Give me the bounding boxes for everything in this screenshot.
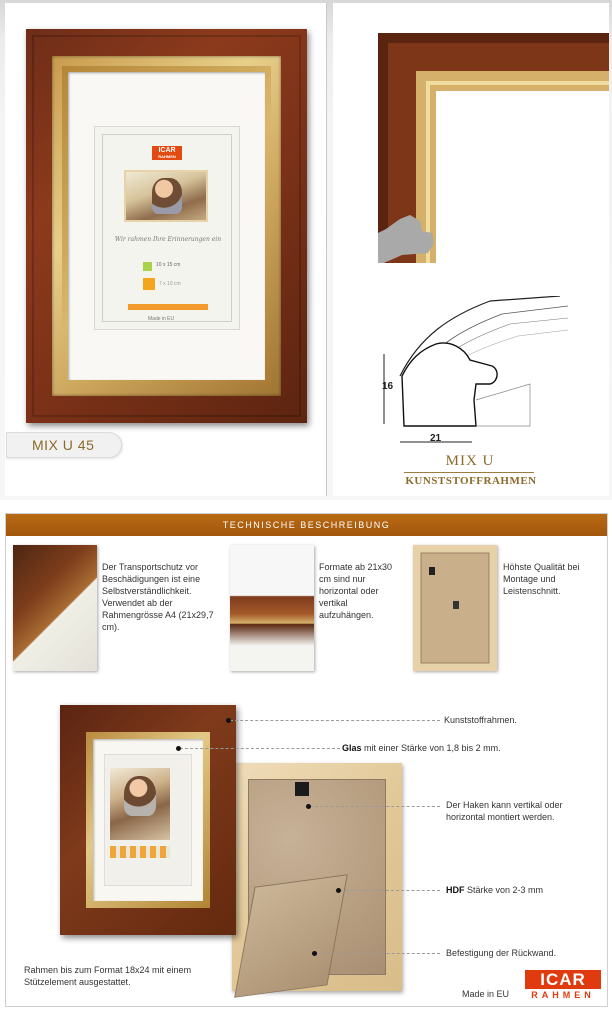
- dimension-height: 16: [382, 381, 394, 392]
- callout-dot-hook: [306, 804, 311, 809]
- callout-hdf: [446, 884, 543, 896]
- callout-dot-glass: [176, 746, 181, 751]
- technical-header: TECHNISCHE BESCHREIBUNG: [6, 514, 607, 536]
- callout-glass: [342, 742, 501, 754]
- icar-logo: [525, 970, 601, 1002]
- hanging-hook: [295, 782, 309, 796]
- insert-logo-text: ICAR: [158, 147, 176, 154]
- frame-back-svg: [413, 545, 497, 671]
- product-name-divider: [404, 472, 534, 473]
- callout-hdf-label: HDF: [446, 885, 465, 895]
- size-swatch-secondary: [143, 278, 155, 290]
- made-in: Made in EU: [462, 989, 510, 999]
- insert-logo-sub: RAHMEN: [158, 154, 176, 159]
- callout-back-fastening: Befestigung der Rückwand.: [446, 948, 557, 958]
- insert-card-border: [102, 134, 232, 322]
- frame-corner-image: [230, 545, 314, 671]
- model-tab-label: MIX U 45: [32, 437, 95, 453]
- callout-line-back: [316, 953, 440, 954]
- callout-glass-label: Glas: [342, 743, 362, 753]
- callout-glass-text: mit einer Stärke von 1,8 bis 2 mm.: [361, 743, 501, 753]
- feature-text-formats: Formate ab 21x30 cm sind nur horizontal oder vertikal aufzuhängen.: [319, 562, 393, 620]
- transport-protection-image: [13, 545, 97, 671]
- callout-dot-back: [312, 951, 317, 956]
- insert-slogan: Wir rahmen Ihre Erinnerungen ein: [114, 236, 222, 243]
- callout-line-glass: [180, 748, 340, 749]
- stand-note: Rahmen bis zum Format 18x24 mit einem Stützelement ausgestattet.: [24, 965, 192, 987]
- callout-line-hdf: [340, 890, 440, 891]
- corner-profile-photo: [378, 33, 609, 263]
- insert-logo: [152, 146, 182, 160]
- insert-made-in: Made in EU: [148, 316, 175, 322]
- callout-hdf-text: Stärke von 2-3 mm: [464, 885, 544, 895]
- icar-logo-bottom: RAHMEN: [531, 990, 595, 1000]
- feature-text-transport: Der Transportschutz vor Beschädigungen ist eine Selbstverständlichkeit. Verwendet ab der Rahmengrösse A4 (21x29,7 cm).: [102, 562, 214, 632]
- product-name: MIX U: [445, 453, 495, 469]
- size-swatch-primary: [143, 262, 152, 271]
- callout-dot-plastic: [226, 718, 231, 723]
- callout-line-plastic: [230, 720, 440, 721]
- insert-url-bar: [128, 304, 208, 310]
- callout-hook: Der Haken kann vertikal oder horizontal montiert werden.: [446, 800, 563, 822]
- feature-text-quality: Höhste Qualität bei Montage und Leistenschnitt.: [503, 562, 580, 596]
- size-label-secondary: 7 x 10 cm: [159, 281, 181, 287]
- product-type: KUNSTSTOFFRAHMEN: [405, 475, 537, 487]
- frame-back-image: [413, 545, 497, 671]
- front-size-strip: [110, 846, 170, 858]
- callout-plastic-frame: Kunststoffrahmen.: [444, 715, 517, 725]
- dimension-width: 21: [430, 433, 442, 444]
- callout-dot-hdf: [336, 888, 341, 893]
- insert-sample-photo: [124, 170, 208, 222]
- icar-logo-top: ICAR: [525, 970, 601, 989]
- profile-drawing: [380, 296, 570, 456]
- size-label-primary: 10 x 15 cm: [156, 262, 181, 268]
- callout-line-hook: [310, 806, 440, 807]
- corner-profile-svg: [378, 33, 609, 263]
- front-sample-photo: [110, 768, 170, 840]
